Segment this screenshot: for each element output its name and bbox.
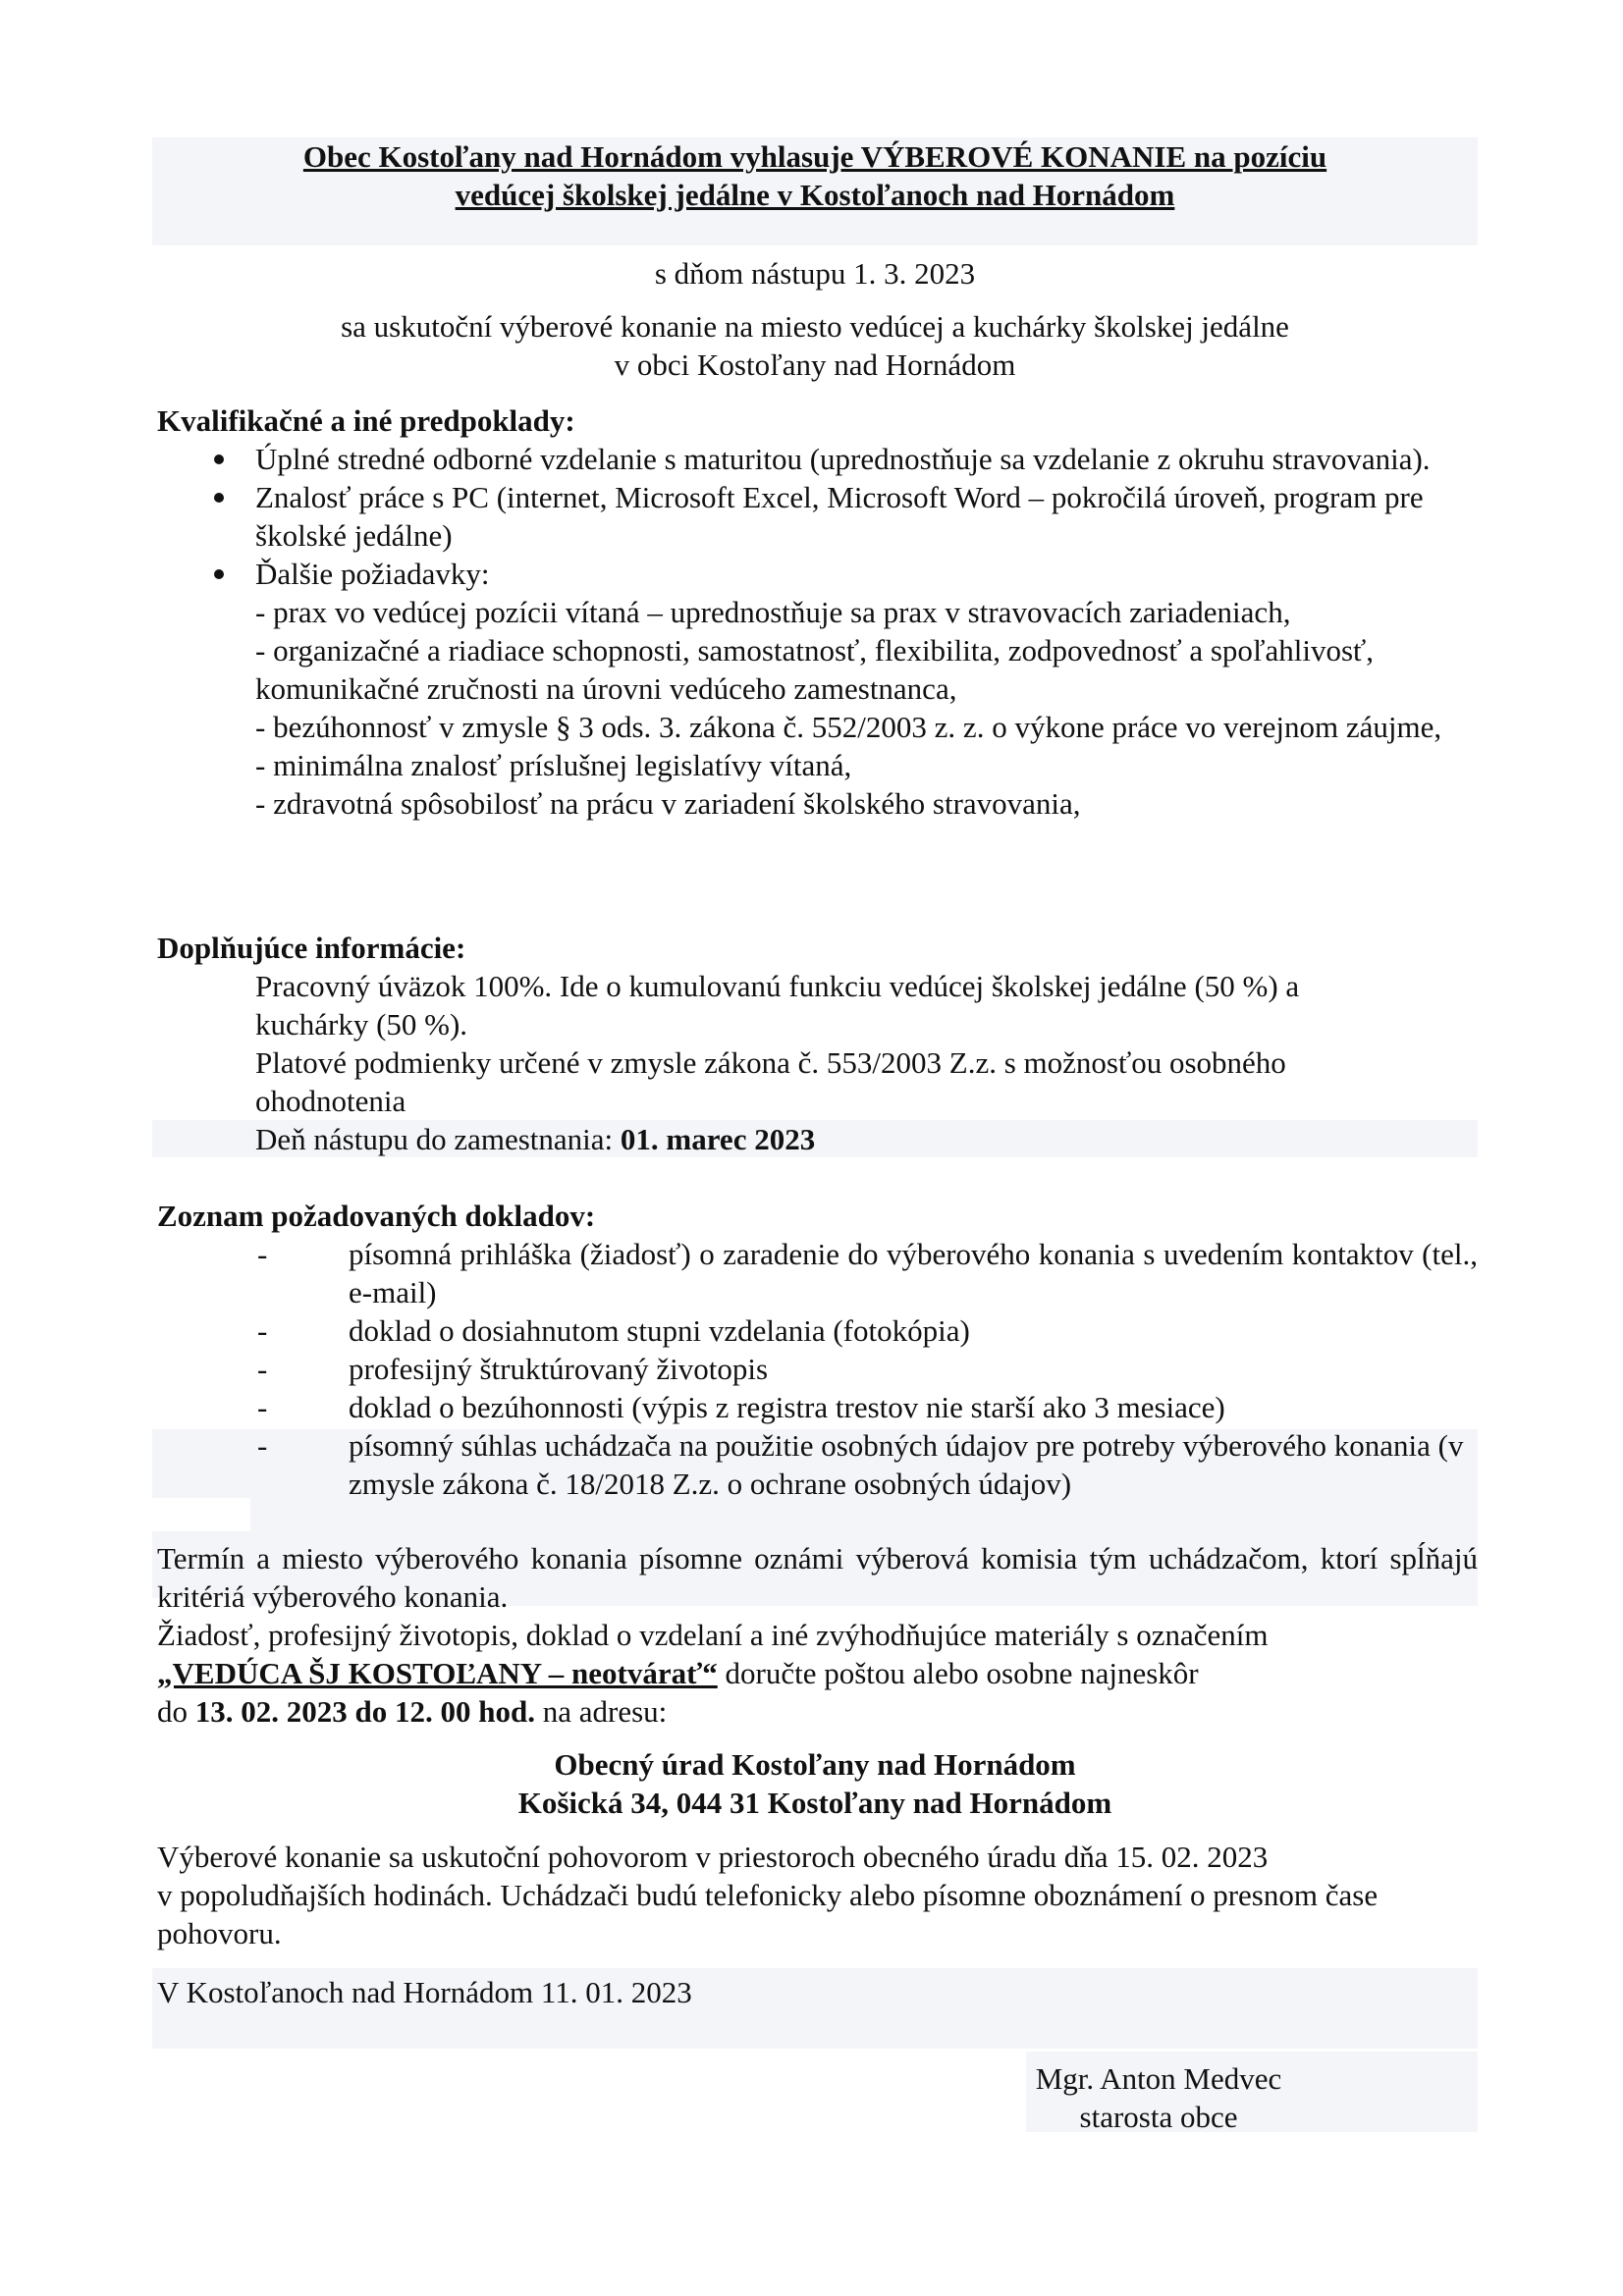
qualifications-heading: Kvalifikačné a iné predpoklady: — [157, 403, 575, 438]
qualification-text: Ďalšie požiadavky: — [255, 557, 490, 591]
requirement-line: - bezúhonnosť v zmysle § 3 ods. 3. zákona č. 552/2003 z. z. o výkone práce vo verejnom záujme, — [255, 710, 1442, 744]
submission-line-3 — [157, 1692, 1478, 1731]
workload-text: Pracovný úväzok 100%. Ide o kumulovanú funkciu vedúcej školskej jedálne (50 %) a kuchárky (50 %). — [255, 969, 1300, 1041]
documents-list — [157, 1235, 1478, 1503]
dash-marker: - — [257, 1390, 268, 1424]
additional-requirements — [157, 593, 1478, 823]
envelope-marking: „VEDÚCA ŠJ KOSTOĽANY – neotvárať“ — [157, 1656, 718, 1690]
dash-marker: - — [257, 1313, 268, 1348]
list-item — [157, 1350, 1478, 1388]
start-label: Deň nástupu do zamestnania: — [255, 1122, 621, 1156]
qualifications-list — [157, 440, 1478, 593]
document-text: profesijný štruktúrovaný životopis — [349, 1352, 769, 1386]
document-text: doklad o dosiahnutom stupni vzdelania (fotokópia) — [349, 1313, 970, 1348]
submission-line-1: Žiadosť, profesijný životopis, doklad o vzdelaní a iné zvýhodňujúce materiály s označením — [157, 1618, 1269, 1652]
interview-line-1: Výberové konanie sa uskutoční pohovorom v priestoroch obecného úradu dňa 15. 02. 2023 — [157, 1840, 1269, 1874]
salary-text: Platové podmienky určené v zmysle zákona č. 553/2003 Z.z. s možnosťou osobného ohodnotenia — [255, 1045, 1286, 1118]
intro — [152, 307, 1478, 384]
documents-section — [157, 1197, 1478, 1503]
bullet-icon — [214, 454, 224, 464]
requirement-line: - prax vo vedúcej pozícii vítaná – uprednostňuje sa prax v stravovacích zariadeniach, — [255, 595, 1291, 629]
list-item — [157, 1311, 1478, 1350]
deadline-suffix: na adresu: — [534, 1694, 668, 1729]
document-text: písomný súhlas uchádzača na použitie osobných údajov pre potreby výberového konania (v zmysle zákona č. 18/2018 Z.z. o ochrane osobných údajov) — [349, 1428, 1464, 1501]
requirement-line: - zdravotná spôsobilosť na prácu v zariadení školského stravovania, — [255, 786, 1081, 821]
requirement-line: - minimálna znalosť príslušnej legislatívy vítaná, — [255, 748, 852, 782]
dash-marker: - — [257, 1237, 268, 1271]
list-item — [157, 440, 1478, 478]
signature-block — [1011, 2059, 1306, 2136]
qualification-text: Znalosť práce s PC (internet, Microsoft Excel, Microsoft Word – pokročilá úroveň, program pre školské jedálne) — [255, 480, 1424, 553]
start-date-line: s dňom nástupu 1. 3. 2023 — [654, 256, 976, 291]
address-line-1: Obecný úrad Kostoľany nad Hornádom — [554, 1747, 1076, 1782]
requirement-line: - organizačné a riadiace schopnosti, samostatnosť, flexibilita, zodpovednosť a spoľahlivosť, komunikačné zručnosti na úrovni vedúceho zamestnanca, — [255, 633, 1375, 706]
deadline-prefix: do — [157, 1694, 195, 1729]
supplementary-section — [157, 929, 1478, 1158]
closing-section — [157, 1539, 1478, 1731]
dash-marker: - — [257, 1352, 268, 1386]
submission-text: doručte poštou alebo osobne najneskôr — [717, 1656, 1199, 1690]
supplementary-heading: Doplňujúce informácie: — [157, 931, 466, 965]
start-value: 01. marec 2023 — [620, 1122, 816, 1156]
list-item — [157, 1388, 1478, 1426]
signatory-role: starosta obce — [1079, 2100, 1238, 2134]
address-line-2: Košická 34, 044 31 Kostoľany nad Hornádom — [517, 1786, 1112, 1820]
title-line-1: Obec Kostoľany nad Hornádom vyhlasuje VÝBEROVÉ KONANIE na pozíciu — [302, 139, 1327, 174]
list-item — [157, 1426, 1478, 1503]
start-of-employment — [157, 1120, 1478, 1158]
document-text: doklad o bezúhonnosti (výpis z registra trestov nie starší ako 3 mesiace) — [349, 1390, 1225, 1424]
qualifications-section — [157, 401, 1478, 823]
list-item — [157, 555, 1478, 593]
interview-line-2: v popoludňajších hodinách. Uchádzači budú telefonicky alebo písomne oboznámení o presnom čase — [157, 1878, 1379, 1912]
list-item — [157, 1235, 1478, 1311]
bullet-icon — [214, 493, 224, 503]
place-date: V Kostoľanoch nad Hornádom 11. 01. 2023 — [157, 1975, 692, 2009]
intro-line-1: sa uskutoční výberové konanie na miesto vedúcej a kuchárky školskej jedálne — [341, 309, 1289, 344]
qualification-text: Úplné stredné odborné vzdelanie s maturitou (uprednostňuje sa vzdelanie z okruhu stravovania). — [255, 442, 1431, 476]
documents-heading: Zoznam požadovaných dokladov: — [157, 1199, 596, 1233]
list-item — [157, 478, 1478, 555]
document-text: písomná prihláška (žiadosť) o zaradenie do výberového konania s uvedením kontaktov (tel., e-mail) — [349, 1237, 1478, 1309]
announcement-title — [152, 137, 1478, 214]
office-address — [152, 1745, 1478, 1822]
intro-line-2: v obci Kostoľany nad Hornádom — [614, 347, 1016, 382]
interview-section — [157, 1838, 1478, 1952]
dash-marker: - — [257, 1428, 268, 1463]
deadline: 13. 02. 2023 do 12. 00 hod. — [194, 1694, 535, 1729]
interview-line-3: pohovoru. — [157, 1916, 282, 1950]
submission-line-2 — [157, 1654, 1478, 1692]
title-line-2: vedúcej školskej jedálne v Kostoľanoch nad Hornádom — [455, 178, 1175, 212]
selection-notice: Termín a miesto výberového konania písomne oznámi výberová komisia tým uchádzačom, ktorí spĺňajú kritériá výberového konania. — [157, 1541, 1478, 1614]
signatory-name: Mgr. Anton Medvec — [1035, 2061, 1282, 2096]
bullet-icon — [214, 569, 224, 579]
